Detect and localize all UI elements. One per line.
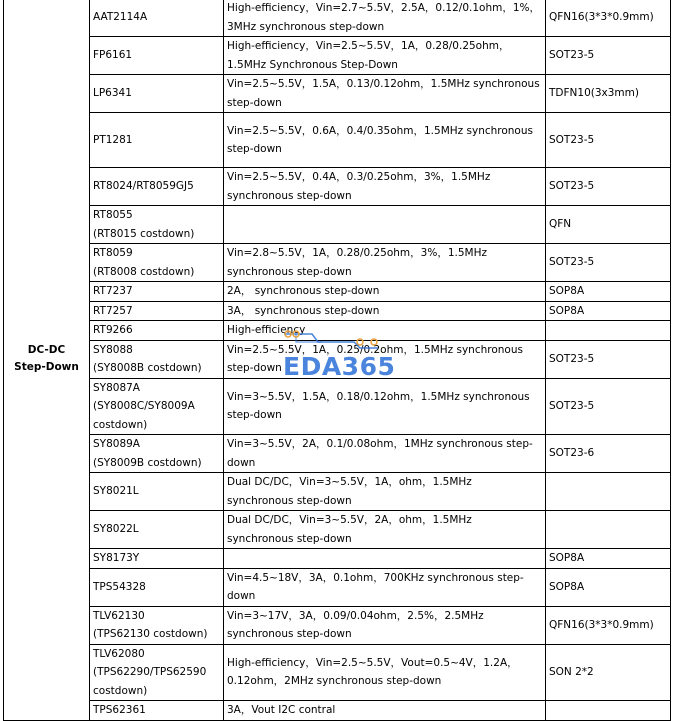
model-cell <box>90 244 224 282</box>
description-cell <box>224 606 546 644</box>
description-cell-line: Vin=2.5~5.5V，0.4A，0.3/0.25ohm，3%，1.5MHz <box>227 171 491 183</box>
description-cell <box>224 644 546 701</box>
model-cell-line: TPS62361 <box>93 704 146 716</box>
description-cell <box>224 113 546 168</box>
component-table <box>3 0 671 721</box>
package-cell <box>546 321 671 341</box>
model-cell-line: RT9266 <box>93 324 133 336</box>
model-cell-line: RT7237 <box>93 285 133 297</box>
description-cell <box>224 321 546 341</box>
description-cell-line: High-efficiency，Vin=2.5~5.5V，1A，0.28/0.25ohm， <box>227 40 510 52</box>
table-row <box>4 644 671 701</box>
model-cell <box>90 435 224 473</box>
model-cell <box>90 644 224 701</box>
table-row <box>4 511 671 549</box>
table-row <box>4 0 671 37</box>
package-cell: SOT23-5 <box>546 340 671 378</box>
model-cell-line: (TPS62290/TPS62590 <box>93 666 207 678</box>
category-label: Step-Down <box>14 361 79 374</box>
description-cell-line: High-efficiency <box>227 324 306 336</box>
description-cell <box>224 75 546 113</box>
model-cell <box>90 301 224 321</box>
description-cell <box>224 206 546 244</box>
description-cell-line: High-efficiency，Vin=2.7~5.5V，2.5A，0.12/0.1ohm，1%， <box>227 2 540 14</box>
description-cell-line: 2A， synchronous step-down <box>227 285 380 297</box>
table-row <box>4 549 671 569</box>
model-cell-line: AAT2114A <box>93 11 148 24</box>
model-cell-line: TLV62080 <box>93 647 145 660</box>
table-row <box>4 301 671 321</box>
description-cell-line: down <box>227 456 256 469</box>
model-cell-line: FP6161 <box>93 49 133 62</box>
model-cell <box>90 511 224 549</box>
description-cell-line: Vin=4.5~18V，3A，0.1ohm，700KHz synchronous step- <box>227 571 524 584</box>
description-cell <box>224 282 546 302</box>
table-row <box>4 701 671 721</box>
description-cell <box>224 168 546 206</box>
model-cell-line: TPS54328 <box>93 580 146 593</box>
description-cell-line: synchronous step-down <box>227 265 352 278</box>
package-cell: QFN16(3*3*0.9mm) <box>546 0 671 37</box>
table-row <box>4 378 671 435</box>
package-cell: SOP8A <box>546 282 671 302</box>
model-cell-line: SY8089A <box>93 438 140 450</box>
description-cell <box>224 244 546 282</box>
model-cell-line: SY8022L <box>93 523 139 536</box>
model-cell <box>90 340 224 378</box>
description-cell-line: Vin=2.8~5.5V，1A，0.28/0.25ohm，3%，1.5MHz <box>227 247 487 259</box>
description-cell-line: step-down <box>227 96 282 109</box>
package-cell <box>546 701 671 721</box>
model-cell-line: RT8024/RT8059GJ5 <box>93 180 194 193</box>
model-cell <box>90 378 224 435</box>
description-cell <box>224 568 546 606</box>
table-row <box>4 606 671 644</box>
package-cell: SOT23-5 <box>546 378 671 435</box>
description-cell-line: 3A，Vout I2C contral <box>227 704 336 716</box>
model-cell <box>90 568 224 606</box>
model-cell <box>90 113 224 168</box>
description-cell-line: Dual DC/DC，Vin=3~5.5V，1A，ohm，1.5MHz <box>227 476 472 488</box>
model-cell <box>90 606 224 644</box>
model-cell <box>90 206 224 244</box>
model-cell-line: (SY8008B costdown) <box>93 362 202 374</box>
package-cell: SOT23-5 <box>546 37 671 75</box>
model-cell-line: (RT8008 costdown) <box>93 265 195 278</box>
category-cell <box>4 0 90 720</box>
model-cell-line: PT1281 <box>93 133 133 146</box>
model-cell-line: TLV62130 <box>93 609 145 622</box>
description-cell-line: Vin=3~5.5V，2A，0.1/0.08ohm，1MHz synchronous step- <box>227 438 533 450</box>
model-cell <box>90 549 224 569</box>
package-cell: SON 2*2 <box>546 644 671 701</box>
description-cell <box>224 549 546 569</box>
description-cell-line: step-down <box>227 409 282 422</box>
description-cell <box>224 301 546 321</box>
model-cell <box>90 168 224 206</box>
description-cell <box>224 435 546 473</box>
model-cell <box>90 473 224 511</box>
description-cell <box>224 340 546 378</box>
description-cell <box>224 378 546 435</box>
table-row <box>4 75 671 113</box>
model-cell <box>90 282 224 302</box>
model-cell-line: (SY8009B costdown) <box>93 456 202 469</box>
table-row <box>4 244 671 282</box>
model-cell-line: RT8055 <box>93 209 133 221</box>
category-label: DC-DC <box>27 344 66 357</box>
package-cell <box>546 473 671 511</box>
package-cell: QFN16(3*3*0.9mm) <box>546 606 671 644</box>
table-row <box>4 473 671 511</box>
table-row <box>4 568 671 606</box>
package-cell: SOT23-5 <box>546 113 671 168</box>
package-cell: SOP8A <box>546 549 671 569</box>
model-cell-line: costdown) <box>93 418 148 431</box>
description-cell-line: 3MHz synchronous step-down <box>227 20 385 33</box>
model-cell-line: (SY8008C/SY8009A <box>93 400 195 412</box>
description-cell-line: Vin=2.5~5.5V，1A，0.25/0.2ohm，1.5MHz synchronous <box>227 343 523 356</box>
description-cell-line: down <box>227 590 256 602</box>
description-cell-line: 1.5MHz Synchronous Step-Down <box>227 58 398 71</box>
description-cell <box>224 701 546 721</box>
table-row <box>4 282 671 302</box>
description-cell-line: synchronous step-down <box>227 494 352 507</box>
model-cell <box>90 321 224 341</box>
table-row <box>4 340 671 378</box>
description-cell <box>224 37 546 75</box>
package-cell: QFN <box>546 206 671 244</box>
package-cell <box>546 511 671 549</box>
model-cell-line: (TPS62130 costdown) <box>93 628 208 640</box>
description-cell <box>224 473 546 511</box>
description-cell-line: step-down <box>227 362 282 374</box>
description-cell-line: 3A， synchronous step-down <box>227 304 380 317</box>
table-row <box>4 37 671 75</box>
model-cell-line: SY8088 <box>93 343 133 356</box>
model-cell-line: RT8059 <box>93 247 133 259</box>
table-row <box>4 206 671 244</box>
description-cell-line: Vin=3~5.5V，1.5A，0.18/0.12ohm，1.5MHz synchronous <box>227 390 530 403</box>
model-cell-line: SY8021L <box>93 485 139 498</box>
package-cell: SOP8A <box>546 301 671 321</box>
description-cell-line: synchronous step-down <box>227 189 352 202</box>
description-cell-line: High-efficiency，Vin=2.5~5.5V，Vout=0.5~4V，1.2A， <box>227 656 518 669</box>
package-cell: SOP8A <box>546 568 671 606</box>
description-cell <box>224 0 546 37</box>
package-cell: SOT23-5 <box>546 168 671 206</box>
model-cell <box>90 701 224 721</box>
model-cell-line: SY8173Y <box>93 552 140 564</box>
description-cell-line: Dual DC/DC，Vin=3~5.5V，2A，ohm，1.5MHz <box>227 514 472 526</box>
model-cell <box>90 75 224 113</box>
model-cell <box>90 0 224 37</box>
model-cell <box>90 37 224 75</box>
description-cell-line: Vin=2.5~5.5V，1.5A，0.13/0.12ohm，1.5MHz synchronous <box>227 78 540 90</box>
model-cell-line: (RT8015 costdown) <box>93 227 195 240</box>
model-cell-line: costdown) <box>93 684 148 697</box>
table-row <box>4 113 671 168</box>
model-cell-line: SY8087A <box>93 381 140 394</box>
description-cell-line: synchronous step-down <box>227 628 352 640</box>
description-cell-line: Vin=2.5~5.5V，0.6A，0.4/0.35ohm，1.5MHz synchronous <box>227 124 533 137</box>
model-cell-line: LP6341 <box>93 87 132 100</box>
table-row <box>4 321 671 341</box>
description-cell <box>224 511 546 549</box>
description-cell-line: step-down <box>227 143 282 155</box>
package-cell: SOT23-6 <box>546 435 671 473</box>
description-cell-line: synchronous step-down <box>227 532 352 545</box>
watermark-text: EDA365 <box>283 352 396 381</box>
description-cell-line: 0.12ohm，2MHz synchronous step-down <box>227 675 442 688</box>
package-cell: SOT23-5 <box>546 244 671 282</box>
table-row <box>4 435 671 473</box>
description-cell-line: Vin=3~17V，3A，0.09/0.04ohm，2.5%，2.5MHz <box>227 609 484 622</box>
model-cell-line: RT7257 <box>93 304 133 317</box>
package-cell: TDFN10(3x3mm) <box>546 75 671 113</box>
table-row <box>4 168 671 206</box>
